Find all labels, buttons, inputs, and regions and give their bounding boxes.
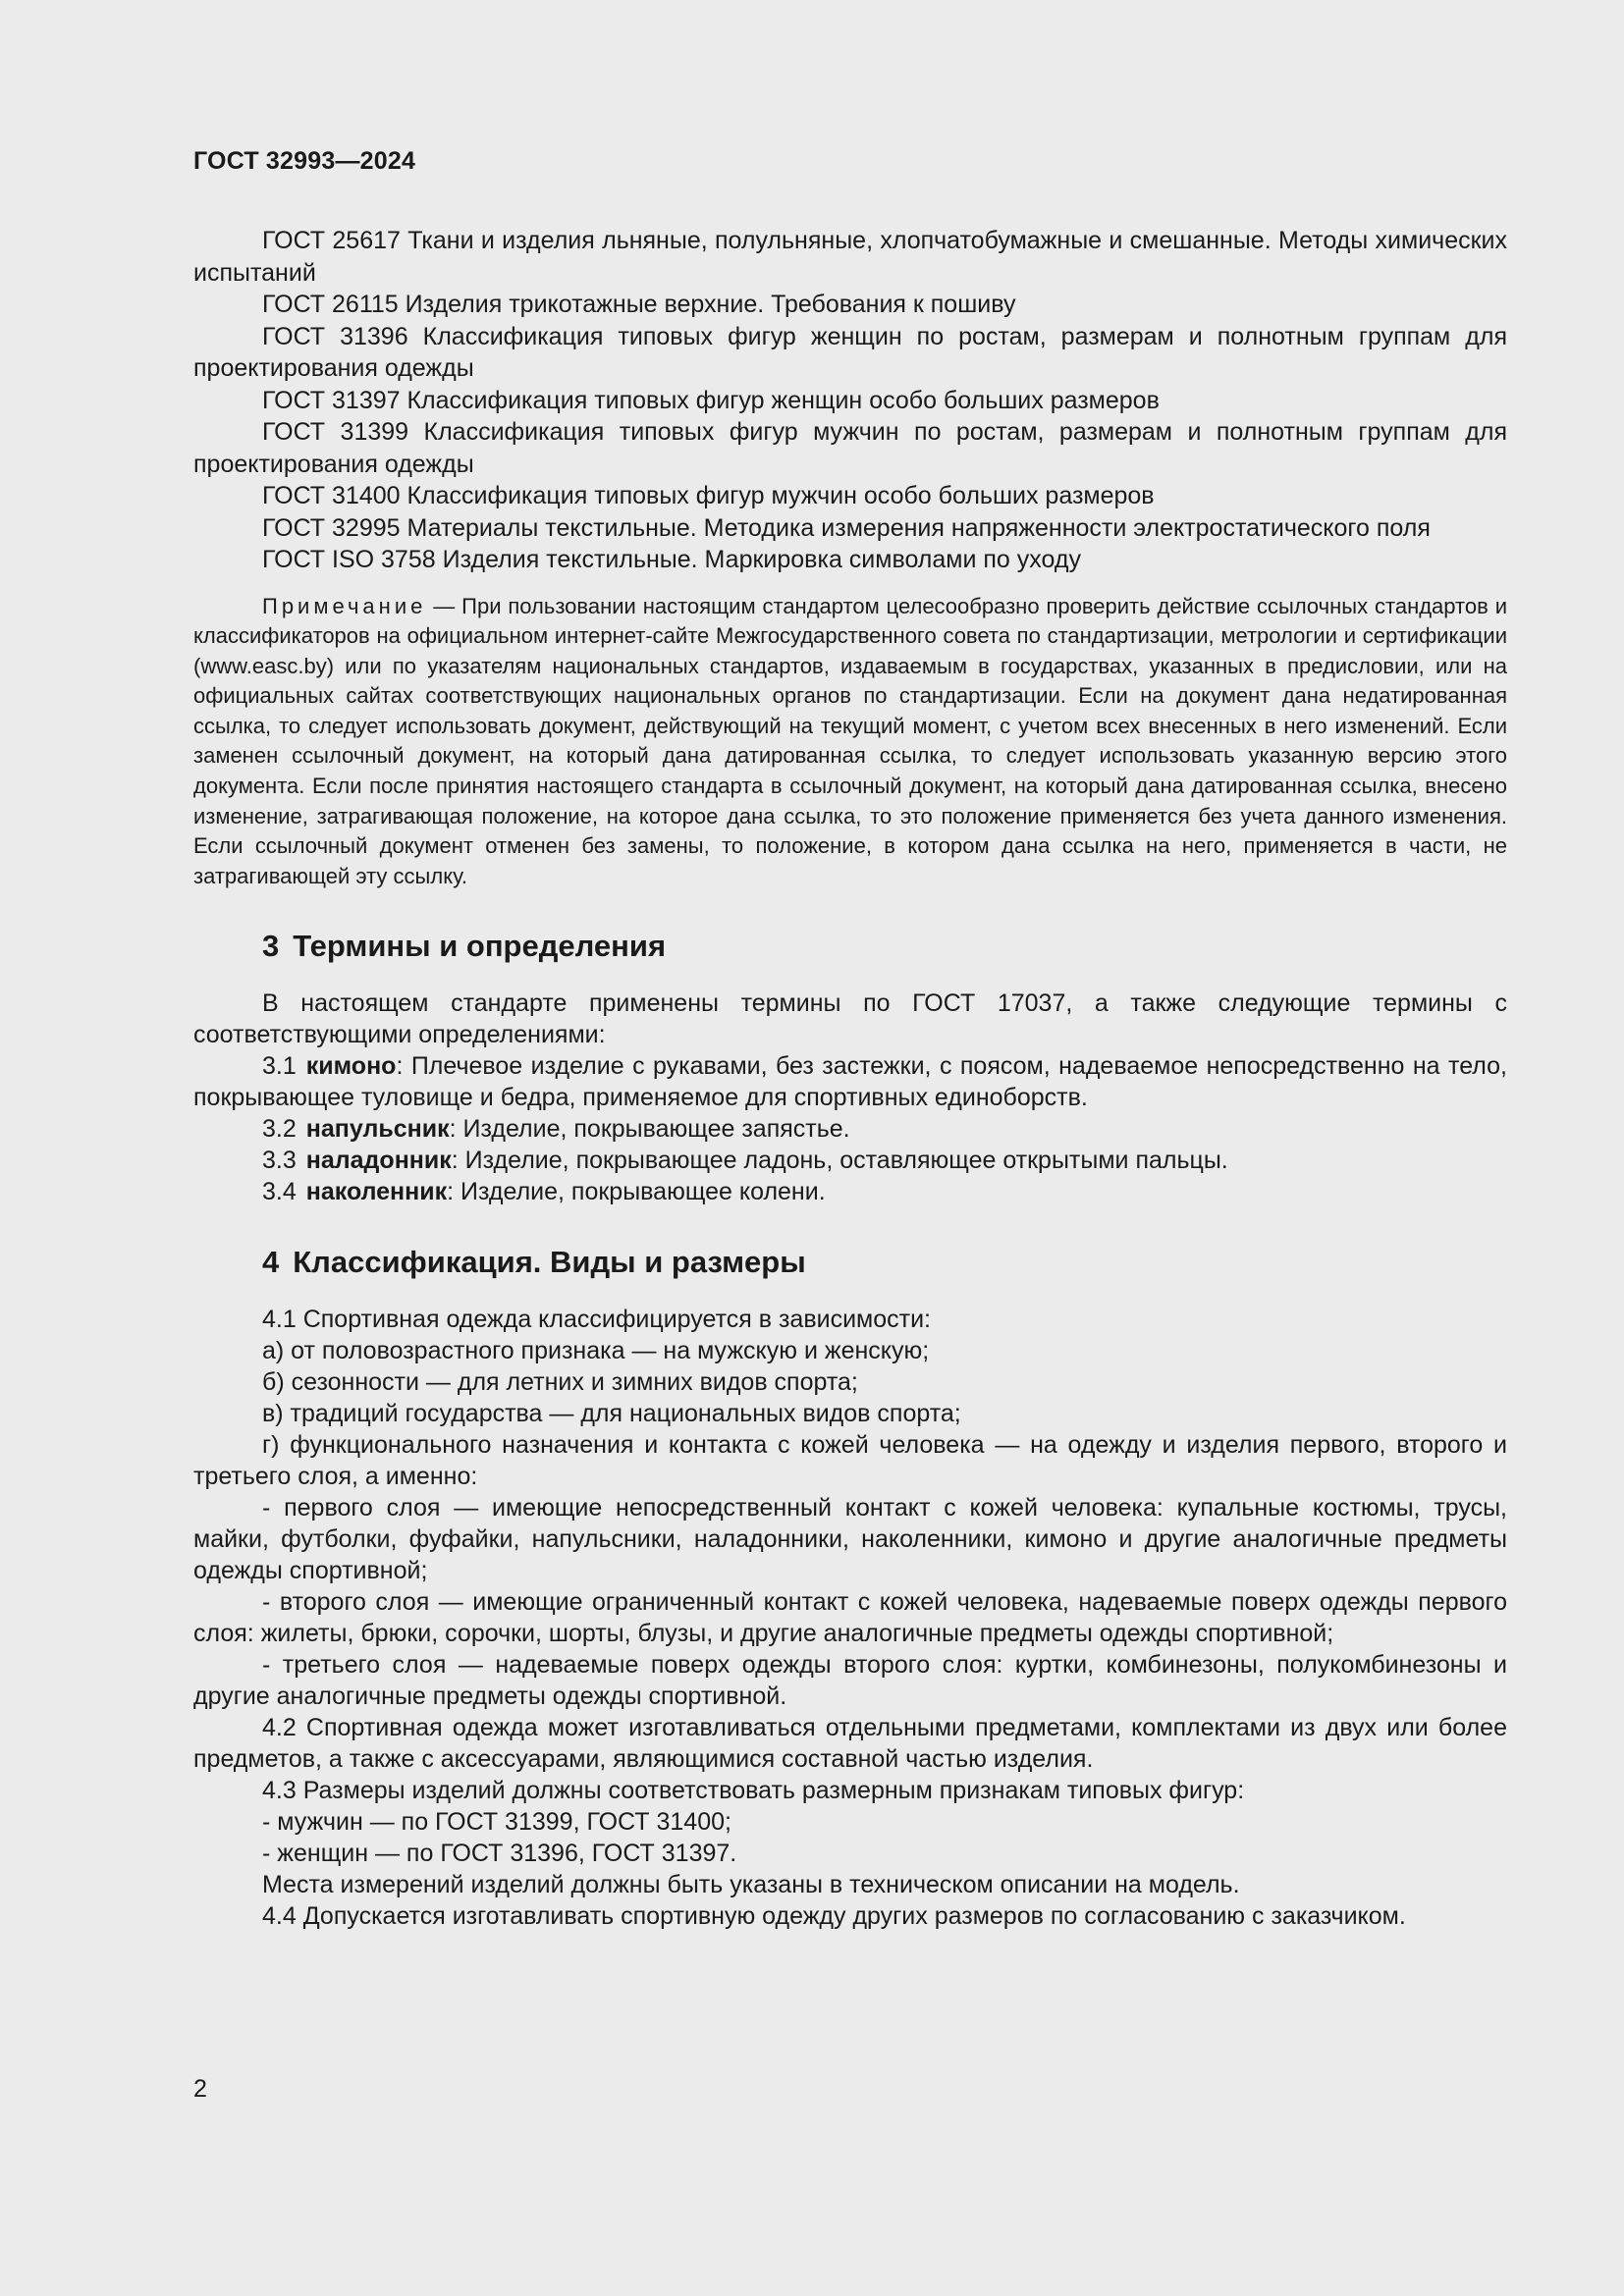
list-item-b: б) сезонности — для летних и зимних видов спорта; <box>262 1368 858 1397</box>
reference-item: ГОСТ 31397 Классификация типовых фигур женщин особо больших размеров <box>262 386 1160 414</box>
women-sizes-item: - женщин — по ГОСТ 31396, ГОСТ 31397. <box>262 1840 737 1868</box>
term-definition: : Изделие, покрывающее ладонь, оставляющее открытыми пальцы. <box>451 1147 1228 1175</box>
term-definition: : Изделие, покрывающее запястье. <box>449 1115 850 1144</box>
term-number: 3.2 <box>262 1115 297 1144</box>
term-name: напульсник <box>305 1115 450 1144</box>
reference-item: ГОСТ 26115 Изделия трикотажные верхние. Требования к пошиву <box>262 291 1016 318</box>
list-item-g: г) функционального назначения и контакта с кожей человека — на одежду и изделия первого, второго и третьего слоя, а именно: <box>193 1431 1507 1491</box>
section-3-intro: В настоящем стандарте применены термины по ГОСТ 17037, а также следующие термины с соответствующими определениями: <box>193 989 1507 1049</box>
note-label: Примечание <box>262 593 427 618</box>
clause-4-1: 4.1 Спортивная одежда классифицируется в зависимости: <box>262 1306 931 1334</box>
list-item-v: в) традиций государства — для национальных видов спорта; <box>262 1400 961 1428</box>
reference-item: ГОСТ 32995 Материалы текстильные. Методика измерения напряженности электростатического поля <box>262 513 1431 542</box>
term-number: 3.3 <box>262 1147 297 1175</box>
layer-1-item: - первого слоя — имеющие непосредственный контакт с кожей человека: купальные костюмы, трусы, майки, футболки, фуфайки, напульсники, наладонники, наколенники, кимоно и другие аналогичные предметы одежды спортивной; <box>193 1494 1507 1585</box>
measurement-places: Места измерений изделий должны быть указаны в техническом описании на модель. <box>262 1871 1240 1899</box>
term-name: наладонник <box>305 1147 452 1175</box>
term-entry <box>193 1145 1507 1176</box>
reference-item: ГОСТ 31400 Классификация типовых фигур мужчин особо больших размеров <box>262 482 1155 509</box>
section-title: Термины и определения <box>293 929 667 964</box>
note-block <box>193 592 1507 892</box>
term-definition: : Плечевое изделие с рукавами, без застежки, с поясом, надеваемое непосредственно на тело, покрывающее туловище и бедра, применяемое для спортивных единоборств. <box>193 1052 1507 1112</box>
layer-2-item: - второго слоя — имеющие ограниченный контакт с кожей человека, надеваемые поверх одежды первого слоя: жилеты, брюки, сорочки, шорты, блузы, и другие аналогичные предметы одежды спортивной; <box>193 1588 1507 1648</box>
term-number: 3.1 <box>262 1052 297 1081</box>
section-3-body <box>193 988 1507 1207</box>
page-number: 2 <box>193 2075 207 2103</box>
term-definition: : Изделие, покрывающее колени. <box>447 1178 826 1206</box>
term-entry <box>193 1050 1507 1113</box>
section-4-body <box>193 1304 1507 1932</box>
term-entry <box>193 1113 1507 1145</box>
references-list <box>193 225 1507 576</box>
list-item-a: а) от половозрастного признака — на мужскую и женскую; <box>262 1337 930 1365</box>
page-content <box>193 225 1507 1932</box>
note-text: — При пользовании настоящим стандартом целесообразно проверить действие ссылочных стандартов и классификаторов на официальном интернет-сайте Межгосударственного совета по стандартизации, метрологии и сертификации (www.easc.by) или по указателям национальных стандартов, издаваемым в государствах, указанных в предисловии, или на официальных сайтах соответствующих национальных органов по стандартизации. Если на документ дана недатированная ссылка, то следует использовать документ, действующий на текущий момент, с учетом всех внесенных в него изменений. Если заменен ссылочный документ, на который дана датированная ссылка, то следует использовать указанную версию этого документа. Если после принятия настоящего стандарта в ссылочный документ, на который дана датированная ссылка, внесено изменение, затрагивающая положение, на которое дана ссылка, то это положение применяется без учета данного изменения. Если ссылочный документ отменен без замены, то положение, в котором дана ссылка на него, применяется в части, не затрагивающей эту ссылку. <box>193 593 1507 888</box>
term-number: 3.4 <box>262 1178 297 1206</box>
reference-item: ГОСТ 31396 Классификация типовых фигур женщин по ростам, размерам и полнотным группам для проектирования одежды <box>193 322 1507 382</box>
reference-item: ГОСТ ISO 3758 Изделия текстильные. Маркировка символами по уходу <box>262 546 1081 573</box>
document-code-header: ГОСТ 32993—2024 <box>193 147 416 175</box>
section-3-heading <box>193 927 1507 966</box>
men-sizes-item: - мужчин — по ГОСТ 31399, ГОСТ 31400; <box>262 1808 731 1837</box>
section-title: Классификация. Виды и размеры <box>293 1245 806 1280</box>
reference-item: ГОСТ 25617 Ткани и изделия льняные, полульняные, хлопчатобумажные и смешанные. Методы химических испытаний <box>193 227 1507 287</box>
reference-item: ГОСТ 31399 Классификация типовых фигур мужчин по ростам, размерам и полнотным группам для проектирования одежды <box>193 418 1507 478</box>
section-number: 3 <box>262 929 280 964</box>
clause-4-3: 4.3 Размеры изделий должны соответствовать размерным признакам типовых фигур: <box>262 1777 1245 1805</box>
clause-4-4: 4.4 Допускается изготавливать спортивную одежду других размеров по согласованию с заказчиком. <box>262 1902 1406 1931</box>
section-number: 4 <box>262 1245 280 1280</box>
term-name: кимоно <box>305 1052 397 1081</box>
term-entry <box>193 1176 1507 1207</box>
layer-3-item: - третьего слоя — надеваемые поверх одежды второго слоя: куртки, комбинезоны, полукомбинезоны и другие аналогичные предметы одежды спортивной. <box>193 1651 1507 1711</box>
term-name: наколенник <box>305 1178 448 1206</box>
section-4-heading <box>193 1243 1507 1282</box>
clause-4-2: 4.2 Спортивная одежда может изготавливаться отдельными предметами, комплектами из двух или более предметов, а также с аксессуарами, являющимися составной частью изделия. <box>193 1714 1507 1774</box>
note-paragraph <box>193 592 1507 892</box>
